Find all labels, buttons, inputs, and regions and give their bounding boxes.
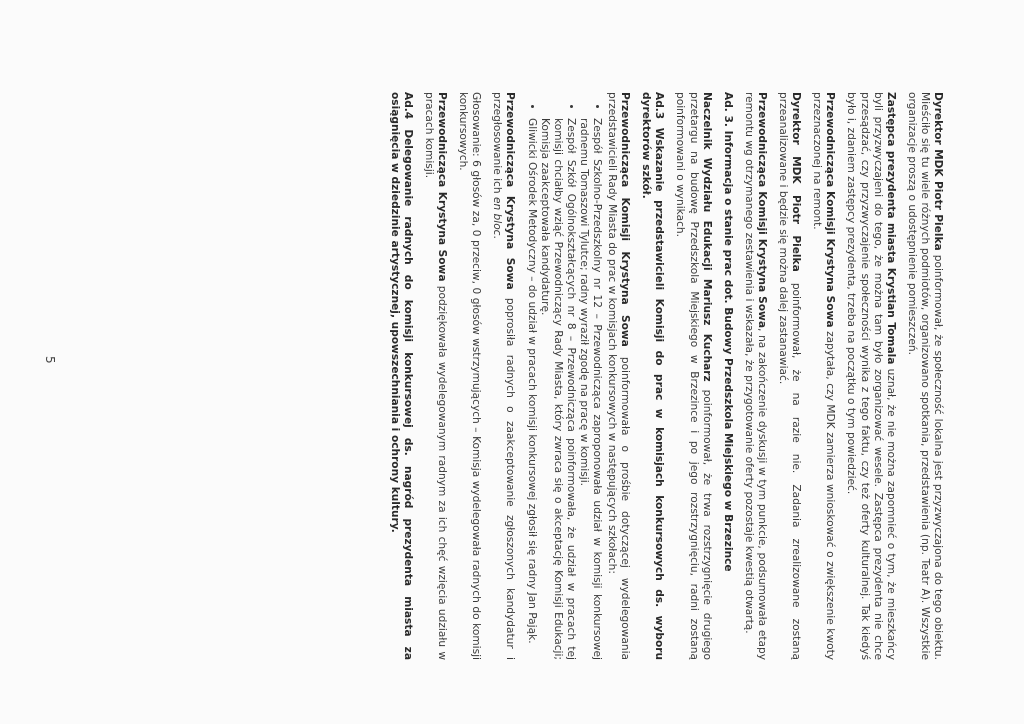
paragraph-text: poinformował, że społeczność lokalna jest przyzwyczajona do tego obiektu. Mieściło się tu wiele różnych podmiotów, organizowano spotkania, przedstawienia (np. Teatr A). Wszystkie organizacje proszą o udostępnienie pomieszczeń. bbox=[905, 92, 944, 661]
paragraph-text: poinformował, że trwa rozstrzygnięcie drugiego przetargu na budowę Przedszkola Miejskiego w Brzezince i po jego rozstrzygnięciu, radni zostaną poinformowani o wynikach. bbox=[674, 92, 713, 660]
section-heading-ad3: Ad. 3. Informacja o stanie prac dot. Budowy Przedszkola Miejskiego w Brzezince bbox=[721, 92, 734, 572]
paragraph bbox=[673, 92, 712, 660]
paragraph-text: poinformowała o prośbie dotyczącej wydelegowania przedstawicieli Rady Miasta do prac w komisjach konkursowych w następujących szkołach: bbox=[606, 92, 632, 661]
speaker-name: Naczelnik Wydziału Edukacji Mariusz Kucharz bbox=[700, 92, 713, 382]
paragraph bbox=[742, 92, 768, 660]
paragraph-text: uznał, że nie można zapomnieć o tym, że mieszkańcy byli przyzwyczajeni do tego, że można tam było zorganizować wesele. Zastępca prezydenta nie chce przesądzać, czy przyzwyczajenie społeczności wynika z tego faktu, czy też oferty kulturalnej. Tak kiedyś było i, zdaniem zastępcy prezydenta, trzeba na początku o tym powiedzieć. bbox=[845, 92, 897, 661]
speaker-name: Dyrektor MDK Piotr Pielka bbox=[790, 92, 803, 272]
speaker-name: Przewodnicząca Komisji Krystyna Sowa bbox=[824, 92, 837, 328]
list-item: • Gliwicki Ośrodek Metodyczny – do udział w pracach komisji konkursowej zgłosił się radny Jan Pająk. bbox=[524, 118, 537, 660]
paragraph-text: . bbox=[491, 235, 504, 239]
paragraph-text: , na zakończenie dyskusji w tym punkcie, podsumowała etapy remontu wg otrzymanego zestawienia i wskazała, że przygotowanie oferty pozostaje kwestią otwartą. bbox=[742, 92, 768, 660]
paragraph-text-emphasis: en bloc bbox=[491, 196, 504, 236]
school-list bbox=[524, 92, 603, 660]
speaker-name: Dyrektor MDK Piotr Pielka bbox=[932, 92, 944, 251]
section-heading-ad4: Ad.4 Delegowanie radnych do komisji konkursowej ds. nagród prezydenta miasta za osiągnięcia w dziedzinie artystycznej, upowszechniania i ochrony kultury. bbox=[388, 92, 414, 660]
section-heading-ad3-commissions: Ad.3 Wskazanie przedstawicieli Komisji do prac w komisjach konkursowych ds. wyboru dyrektorów szkół. bbox=[640, 92, 666, 660]
paragraph-text: poinformował, że na razie nie. Zadania zrealizowane zostaną przeanalizowane i będzie się można dalej zastanawiać. bbox=[777, 92, 803, 660]
paragraph-text: poprosiła radnych o zaakceptowanie zgłoszonych kandydatur i przegłosowanie ich bbox=[491, 92, 517, 660]
paragraph bbox=[844, 92, 896, 660]
speaker-name: Przewodnicząca Krystyna Sowa bbox=[436, 92, 449, 282]
paragraph-text: podziękowała wydelegowanym radnym za ich chęć wzięcia udziału w pracach komisji. bbox=[423, 92, 449, 660]
vote-result: Głosowanie: 6 głosów za, 0 przeciw, 0 głosów wstrzymujących – Komisja wydelegowała radnych do komisji konkursowych. bbox=[457, 92, 483, 660]
page-content bbox=[380, 92, 944, 660]
list-item: • Zespół Szkolno-Przedszkolny nr 12 – Przewodnicząca zaproponowała udział w komisji konkursowej radnemu Tomaszowi Tylutce; radny wyraził zgodę na pracę w komisji. bbox=[577, 118, 603, 660]
speaker-name: Przewodnicząca Komisji Krystyna Sowa bbox=[619, 92, 632, 347]
list-item: • Zespół Szkół Ogólnokształcących nr 8 – Przewodnicząca poinformowała, że udział w pracach tej komisji chciałby wziąć Przewodniczący Rady Miasta, który zwraca się o akceptację Komisji Edukacji; Komisja zaakceptowała kandydaturę. bbox=[538, 118, 577, 660]
page-number: 5 bbox=[43, 356, 57, 364]
paragraph bbox=[605, 92, 631, 660]
speaker-name: Przewodnicząca Krystyna Sowa bbox=[504, 92, 517, 290]
paragraph bbox=[905, 92, 944, 660]
speaker-name: Przewodnicząca Komisji Krystyna Sowa bbox=[755, 92, 768, 328]
paragraph bbox=[776, 92, 802, 660]
speaker-name: Zastępca prezydenta miasta Krystian Tomala bbox=[884, 92, 897, 365]
paragraph bbox=[422, 92, 448, 660]
paragraph bbox=[490, 92, 516, 660]
paragraph-text: zapytała, czy MDK zamierza wnioskować o zwiększenie kwoty przeznaczonej na remont. bbox=[811, 92, 837, 660]
paragraph bbox=[810, 92, 836, 660]
